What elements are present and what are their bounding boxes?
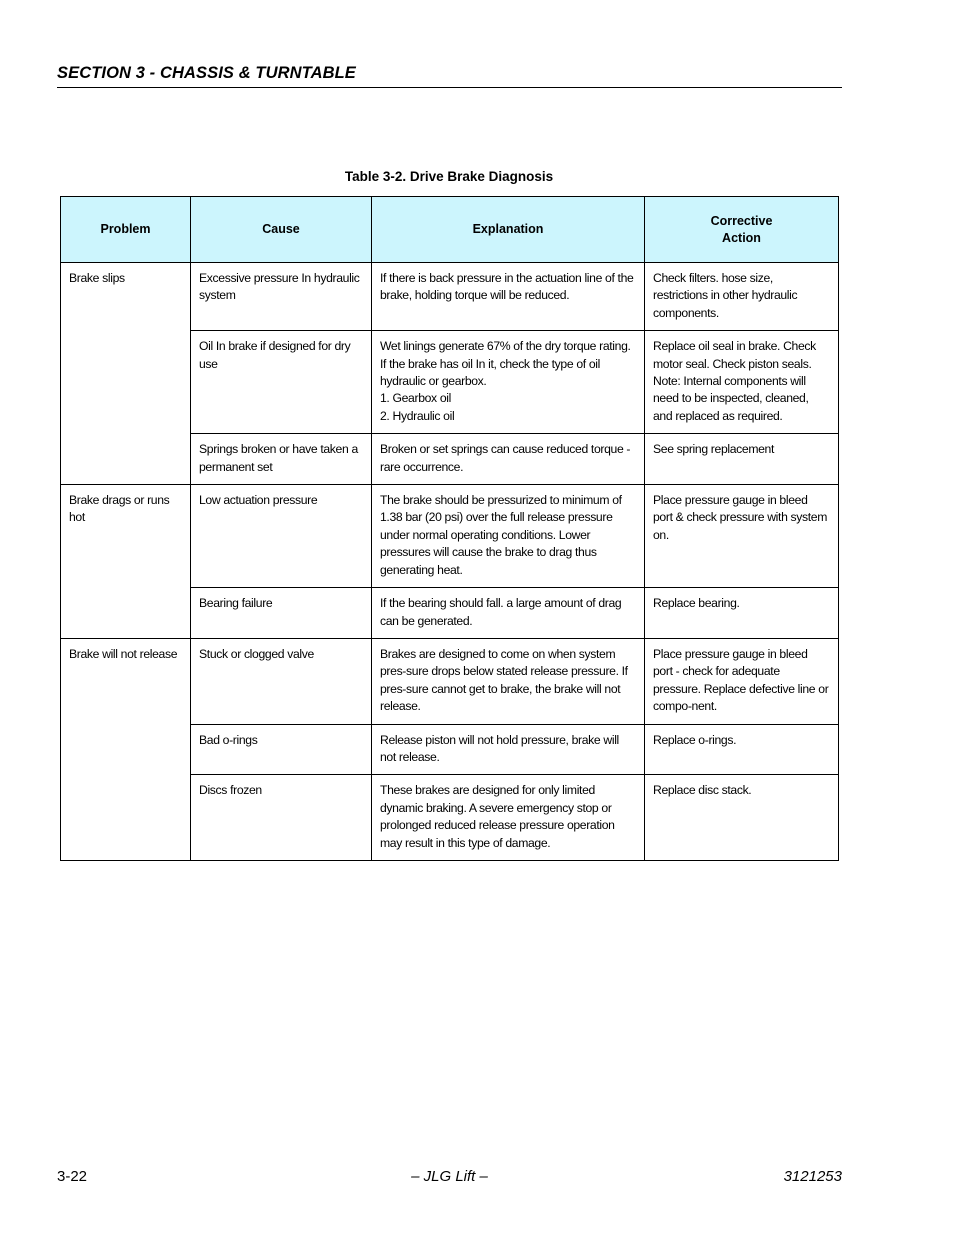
explanation-cell: Brakes are designed to come on when system pres-sure drops below stated release pressure. If pres-sure cannot get to brake, the brake will not release. [372,638,645,724]
action-cell: Place pressure gauge in bleed port & check pressure with system on. [645,485,839,588]
action-cell: Replace disc stack. [645,775,839,861]
explanation-cell: The brake should be pressurized to minimum of 1.38 bar (20 psi) over the full release pressure under normal operating conditions. Lower pressures will cause the brake to drag thus generating heat. [372,485,645,588]
explanation-cell: These brakes are designed for only limited dynamic braking. A severe emergency stop or prolonged reduced release pressure operation may result in this type of damage. [372,775,645,861]
cause-cell: Stuck or clogged valve [191,638,372,724]
action-cell: Replace oil seal in brake. Check motor seal. Check piston seals. Note: Internal components will need to be inspected, cleaned, and replaced as required. [645,331,839,434]
explanation-cell: Broken or set springs can cause reduced torque - rare occurrence. [372,434,645,485]
footer-brand: – JLG Lift – [411,1168,488,1185]
table-title: Table 3-2. Drive Brake Diagnosis [344,169,554,184]
column-header-corrective-action: Corrective Action [645,197,839,263]
cause-cell: Bad o-rings [191,724,372,775]
table-row [61,485,839,588]
problem-cell: Brake drags or runs hot [61,485,191,639]
problem-cell: Brake will not release [61,638,191,860]
section-header [57,64,842,88]
page-footer [57,1168,842,1188]
action-cell: Place pressure gauge in bleed port - check for adequate pressure. Replace defective line or compo-nent. [645,638,839,724]
table-header-row [61,197,839,263]
explanation-cell: Release piston will not hold pressure, brake will not release. [372,724,645,775]
column-header-cause: Cause [191,197,372,263]
problem-cell: Brake slips [61,263,191,485]
cause-cell: Bearing failure [191,588,372,639]
explanation-cell: If the bearing should fall. a large amount of drag can be generated. [372,588,645,639]
document-number: 3121253 [783,1168,842,1185]
action-cell: Replace o-rings. [645,724,839,775]
action-cell: Replace bearing. [645,588,839,639]
table-row [61,263,839,331]
section-title: SECTION 3 - CHASSIS & TURNTABLE [57,64,356,82]
action-cell: See spring replacement [645,434,839,485]
column-header-explanation: Explanation [372,197,645,263]
cause-cell: Springs broken or have taken a permanent set [191,434,372,485]
cause-cell: Low actuation pressure [191,485,372,588]
cause-cell: Discs frozen [191,775,372,861]
explanation-cell: Wet linings generate 67% of the dry torque rating. If the brake has oil In it, check the type of oil hydraulic or gearbox. 1. Gearbox oil 2. Hydraulic oil [372,331,645,434]
explanation-cell: If there is back pressure in the actuation line of the brake, holding torque will be reduced. [372,263,645,331]
drive-brake-diagnosis-table [60,196,839,861]
cause-cell: Oil In brake if designed for dry use [191,331,372,434]
column-header-problem: Problem [61,197,191,263]
table-row [61,638,839,724]
action-cell: Check filters. hose size, restrictions in other hydraulic components. [645,263,839,331]
cause-cell: Excessive pressure In hydraulic system [191,263,372,331]
page-number: 3-22 [57,1168,88,1185]
